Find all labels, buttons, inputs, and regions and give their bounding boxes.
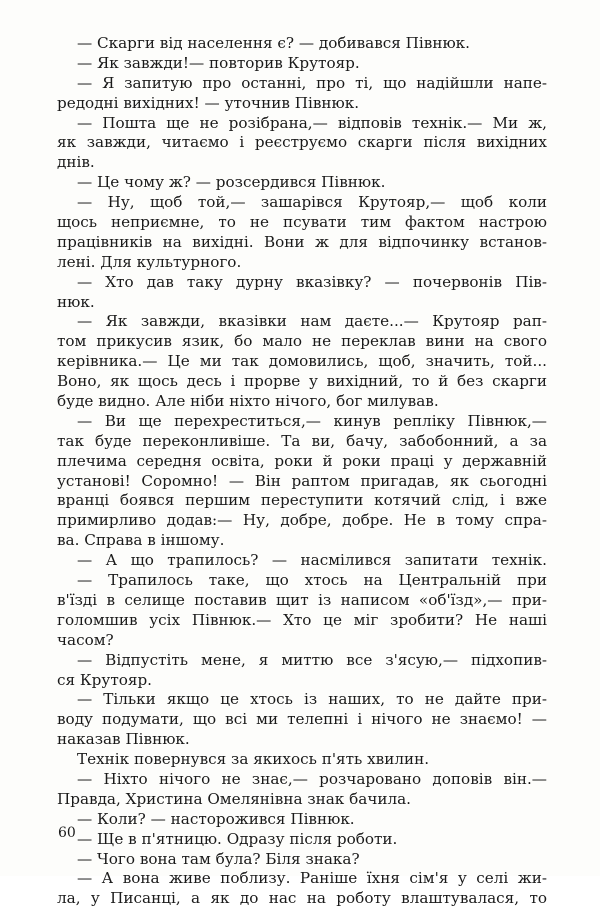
text-line: том прикусив язик, бо мало не переклав вини на свого (57, 332, 547, 351)
text-line: ва. Справа в іншому. (57, 531, 225, 550)
page-number: 60 (58, 825, 76, 841)
text-line: воду подумати, що всі ми телепні і нічого не знаємо! — (57, 710, 547, 729)
text-line: — Ніхто нічого не знає,— розчаровано доповів він.— (77, 769, 547, 788)
text-line: — Як завжди!— повторив Крутояр. (77, 53, 360, 72)
text-line: як завжди, читаємо і реєструємо скарги після вихідних (57, 133, 547, 152)
text-line: — Трапилось таке, що хтось на Центральній при (77, 571, 547, 590)
body-text (57, 34, 547, 909)
text-line: нюк. (57, 292, 95, 311)
text-line: вранці боявся першим переступити котячий слід, і вже (57, 491, 547, 510)
text-line: Технік повернувся за якихось п'ять хвилин. (77, 750, 430, 769)
text-line: працівників на вихідні. Вони ж для відпочинку встанов- (57, 232, 547, 251)
text-line: щось неприємне, то не псувати тим фактом настрою (57, 213, 547, 232)
text-line: — А вона живе поблизу. Раніше їхня сім'я у селі жи- (77, 869, 547, 888)
text-line: наказав Півнюк. (57, 730, 190, 749)
text-line: Правда, Христина Омелянівна знак бачила. (57, 789, 412, 808)
text-line: — Ну, щоб той,— зашарівся Крутояр,— щоб коли (77, 193, 547, 212)
text-line: — Хто дав таку дурну вказівку? — почервонів Пів- (77, 272, 547, 291)
text-line: — Пошта ще не розібрана,— відповів технік.— Ми ж, (77, 113, 547, 132)
text-line: установі! Соромно! — Він раптом пригадав, як сьогодні (57, 471, 547, 490)
text-line: так буде переконливіше. Та ви, бачу, забобонний, а за (57, 431, 547, 450)
text-line: ся Крутояр. (57, 670, 153, 689)
text-line: плечима середня освіта, роки й роки праці у державній (57, 451, 547, 470)
text-line: буде видно. Але ніби ніхто нічого, бог милував. (57, 392, 439, 411)
text-line: — Це чому ж? — розсердився Півнюк. (77, 173, 386, 192)
text-line: — Я запитую про останні, про ті, що надійшли напе- (77, 73, 547, 92)
text-line: — Скарги від населення є? — добивався Півнюк. (77, 34, 470, 52)
text-line: в'їзді в селище поставив щит із написом «об'їзд»,— при- (57, 590, 547, 609)
text-line: — Відпустіть мене, я миттю все з'ясую,— підхопив- (77, 650, 547, 669)
text-line: — Як завжди, вказівки нам даєте...— Крутояр рап- (77, 312, 547, 331)
text-line: редодні вихідних! — уточнив Півнюк. (57, 93, 360, 112)
text-line: — Чого вона там була? Біля знака? (77, 849, 360, 868)
text-line: ла, у Писанці, а як до нас на роботу влаштувалася, то (57, 889, 547, 908)
text-line: днів. (57, 153, 95, 172)
text-line: Воно, як щось десь і прорве у вихідний, то й без скарги (57, 372, 547, 391)
text-line: — Ви ще перехреститься,— кинув репліку Півнюк,— (77, 411, 547, 430)
text-line: — Ще в п'ятницю. Одразу після роботи. (77, 829, 398, 848)
text-line: часом? (57, 630, 114, 649)
text-line: — А що трапилось? — насмілився запитати технік. (77, 551, 547, 570)
text-line: голомшив усіх Півнюк.— Хто це міг зробити? Не наші (57, 610, 547, 629)
text-line: лені. Для культурного. (57, 252, 242, 271)
text-line: керівника.— Це ми так домовились, щоб, значить, той... (57, 352, 547, 371)
text-line: — Тільки якщо це хтось із наших, то не дайте при- (77, 690, 547, 709)
text-line: примирливо додав:— Ну, добре, добре. Не в тому спра- (57, 511, 547, 530)
text-line: — Коли? — насторожився Півнюк. (77, 809, 355, 828)
